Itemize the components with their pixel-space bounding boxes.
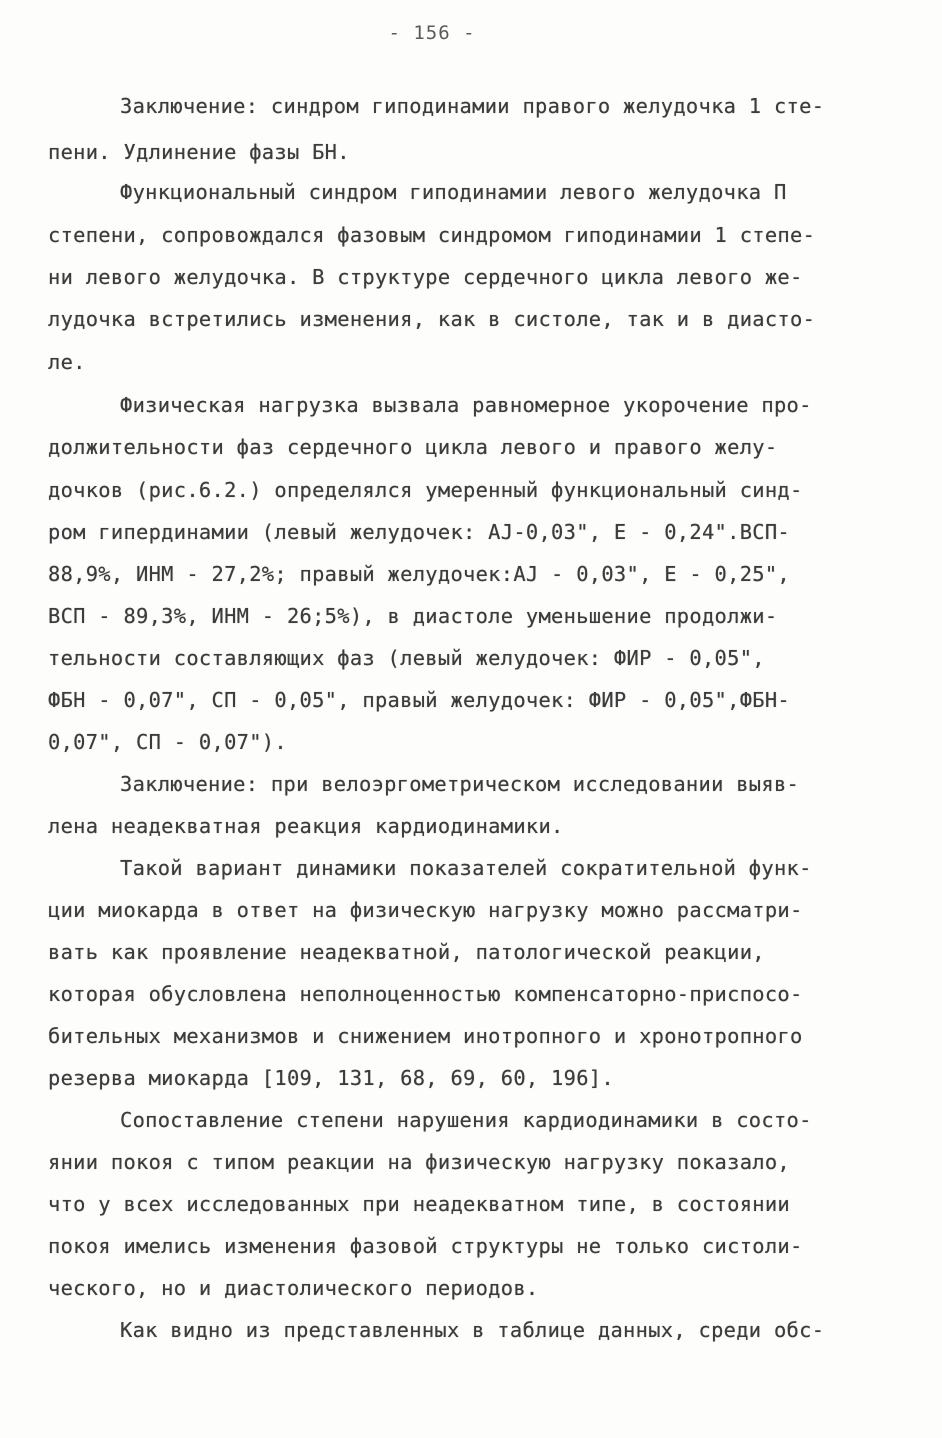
text-line: тельности составляющих фаз (левый желудочек: ФИР - 0,05", [48,646,765,670]
text-line: ческого, но и диастолического периодов. [48,1276,539,1300]
text-line: ции миокарда в ответ на физическую нагрузку можно рассматри- [48,898,803,922]
text-line: Такой вариант динамики показателей сократительной функ- [120,856,812,880]
text-line: бительных механизмов и снижением инотропного и хронотропного [48,1024,803,1048]
text-line: ром гипердинамии (левый желудочек: АЈ-0,03", Е - 0,24".ВСП- [48,520,790,544]
text-line: должительности фаз сердечного цикла левого и правого желу- [48,435,778,459]
text-line: степени, сопровождался фазовым синдромом гиподинамии 1 степе- [48,223,816,247]
text-line: Заключение: синдром гиподинамии правого желудочка 1 сте- [120,94,825,118]
text-line: ле. [48,350,86,374]
text-line: ВСП - 89,3%, ИНМ - 26;5%), в диастоле уменьшение продолжи- [48,604,778,628]
text-line: лудочка встретились изменения, как в систоле, так и в диасто- [48,307,816,331]
text-line: Физическая нагрузка вызвала равномерное укорочение про- [120,393,812,417]
text-line: 88,9%, ИНМ - 27,2%; правый желудочек:АЈ - 0,03", Е - 0,25", [48,562,790,586]
text-line: дочков (рис.6.2.) определялся умеренный функциональный синд- [48,478,803,502]
text-line: 0,07", СП - 0,07"). [48,730,287,754]
text-line: вать как проявление неадекватной, патологической реакции, [48,940,765,964]
text-line: ни левого желудочка. В структуре сердечного цикла левого же- [48,265,803,289]
text-line: что у всех исследованных при неадекватном типе, в состоянии [48,1192,790,1216]
text-line: Как видно из представленных в таблице данных, среди обс- [120,1318,825,1342]
text-line: ФБН - 0,07", СП - 0,05", правый желудочек: ФИР - 0,05",ФБН- [48,688,790,712]
text-line: Функциональный синдром гиподинамии левого желудочка П [120,180,787,204]
text-line: резерва миокарда [109, 131, 68, 69, 60, 196]. [48,1066,614,1090]
text-line: Сопоставление степени нарушения кардиодинамики в состо- [120,1108,812,1132]
text-line: которая обусловлена неполноценностью компенсаторно-приспосо- [48,982,803,1006]
text-line: лена неадекватная реакция кардиодинамики. [48,814,564,838]
text-line: Заключение: при велоэргометрическом исследовании выяв- [120,772,800,796]
text-line: янии покоя с типом реакции на физическую нагрузку показало, [48,1150,790,1174]
text-line: пени. Удлинение фазы БН. [48,140,350,164]
text-line: покоя имелись изменения фазовой структуры не только систоли- [48,1234,803,1258]
page-number: - 156 - [388,22,476,44]
